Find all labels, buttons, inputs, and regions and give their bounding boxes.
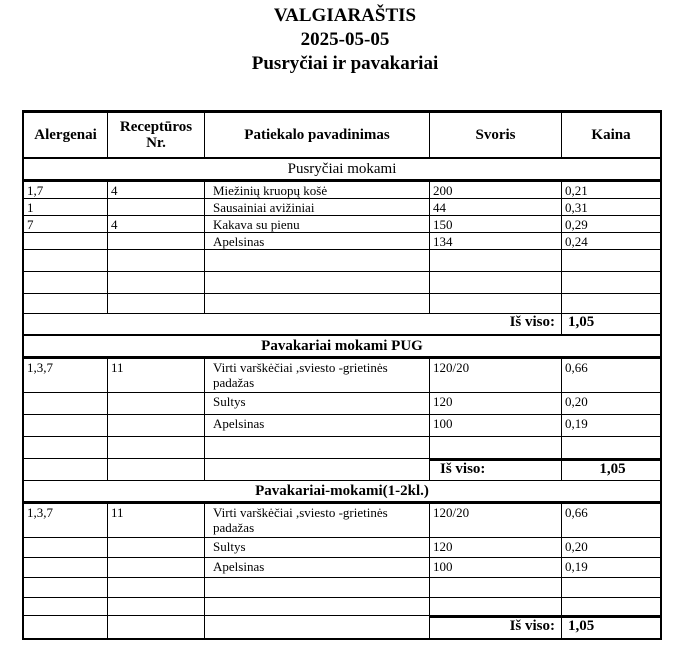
cell-nr (108, 538, 205, 557)
table-row-empty (24, 250, 660, 272)
cell-kaina: 0,66 (565, 505, 588, 520)
cell-svoris: 134 (430, 233, 562, 249)
cell-kaina: 0,19 (565, 559, 588, 574)
total-label: Iš viso: (430, 459, 562, 480)
column-header-pavadinimas: Patiekalo pavadinimas (205, 113, 430, 157)
cell-alergenai (24, 538, 108, 557)
section-title: Pusryčiai mokami (24, 159, 660, 182)
table-row (24, 199, 660, 216)
table-row (24, 415, 660, 437)
cell-kaina: 0,20 (565, 394, 588, 409)
table-row-empty (24, 437, 660, 459)
column-header-alergenai: Alergenai (24, 113, 108, 157)
cell-name: Virti varškėčiai ,sviesto -grietinės padažas (205, 359, 430, 392)
table-row (24, 504, 660, 538)
table-row (24, 558, 660, 578)
cell-alergenai: 1,7 (24, 182, 108, 198)
total-value: 1,05 (568, 314, 595, 330)
cell-svoris: 120/20 (430, 359, 562, 392)
section-title: Pavakariai-mokami(1-2kl.) (24, 481, 660, 504)
cell-alergenai (24, 415, 108, 436)
cell-alergenai: 1 (24, 199, 108, 215)
cell-nr: 11 (108, 504, 205, 537)
table-row (24, 538, 660, 558)
table-row (24, 216, 660, 233)
cell-alergenai (24, 233, 108, 249)
cell-nr: 11 (108, 359, 205, 392)
total-value: 1,05 (562, 616, 660, 638)
cell-name: Apelsinas (205, 558, 430, 577)
cell-alergenai: 1,3,7 (24, 504, 108, 537)
table-header-row (24, 113, 660, 159)
table-row-empty (24, 598, 660, 616)
cell-kaina: 0,19 (565, 416, 588, 431)
section-title: Pavakariai mokami PUG (24, 336, 660, 359)
cell-svoris: 120 (430, 538, 562, 557)
cell-alergenai (24, 393, 108, 414)
table-row (24, 233, 660, 250)
cell-nr (108, 558, 205, 577)
cell-nr (108, 415, 205, 436)
cell-svoris: 100 (430, 415, 562, 436)
total-label: Iš viso: (430, 314, 562, 334)
cell-svoris: 120 (430, 393, 562, 414)
cell-kaina: 0,31 (565, 200, 588, 215)
cell-nr: 4 (108, 216, 205, 232)
cell-alergenai (24, 558, 108, 577)
cell-nr (108, 199, 205, 215)
cell-kaina: 0,24 (565, 234, 588, 249)
cell-name: Sultys (205, 393, 430, 414)
menu-table (22, 110, 662, 640)
cell-nr (108, 233, 205, 249)
table-row-empty (24, 294, 660, 314)
table-row-empty (24, 578, 660, 598)
total-row (24, 314, 660, 336)
cell-kaina: 0,66 (565, 360, 588, 375)
cell-kaina: 0,29 (565, 217, 588, 232)
table-row (24, 393, 660, 415)
document-subtitle: Pusryčiai ir pavakariai (251, 53, 439, 74)
total-row (24, 459, 660, 481)
cell-name: Sultys (205, 538, 430, 557)
cell-alergenai: 1,3,7 (24, 359, 108, 392)
cell-nr (108, 393, 205, 414)
cell-nr: 4 (108, 182, 205, 198)
table-row-empty (24, 272, 660, 294)
total-value: 1,05 (562, 459, 660, 480)
cell-svoris: 120/20 (430, 504, 562, 537)
document-title: VALGIARAŠTIS (273, 5, 417, 26)
cell-name: Kakava su pienu (205, 216, 430, 232)
total-row (24, 616, 660, 638)
column-header-receptura: Receptūros Nr. (108, 113, 205, 157)
cell-svoris: 200 (430, 182, 562, 198)
cell-name: Sausainiai avižiniai (205, 199, 430, 215)
cell-kaina: 0,20 (565, 539, 588, 554)
column-header-svoris: Svoris (430, 113, 562, 157)
total-label: Iš viso: (430, 616, 562, 638)
table-row (24, 182, 660, 199)
cell-svoris: 100 (430, 558, 562, 577)
cell-kaina: 0,21 (565, 183, 588, 198)
table-row (24, 359, 660, 393)
document-date: 2025-05-05 (300, 29, 390, 50)
document-header (0, 4, 690, 76)
cell-name: Apelsinas (205, 233, 430, 249)
cell-svoris: 150 (430, 216, 562, 232)
cell-svoris: 44 (430, 199, 562, 215)
cell-name: Apelsinas (205, 415, 430, 436)
cell-name: Virti varškėčiai ,sviesto -grietinės padažas (205, 504, 430, 537)
cell-name: Miežinių kruopų košė (205, 182, 430, 198)
cell-alergenai: 7 (24, 216, 108, 232)
column-header-kaina: Kaina (591, 127, 631, 143)
